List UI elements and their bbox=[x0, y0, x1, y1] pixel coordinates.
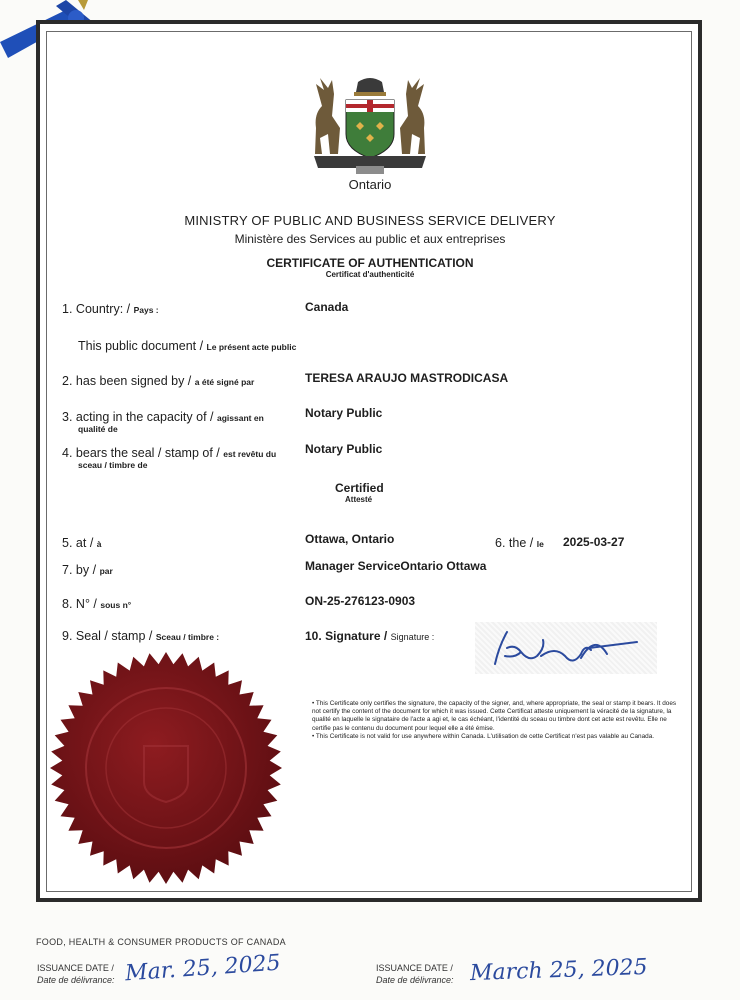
field-signed-by-label bbox=[62, 374, 254, 388]
field-number-value: ON-25-276123-0903 bbox=[305, 594, 416, 608]
issuance-right-label-fr: Date de délivrance: bbox=[376, 975, 454, 985]
certificate-title-fr: Certificat d'authenticité bbox=[325, 270, 415, 279]
field-number: 6. bbox=[495, 536, 506, 550]
field-number: 10. bbox=[305, 629, 322, 643]
disclaimer-text bbox=[312, 700, 682, 741]
footer-agency: FOOD, HEALTH & CONSUMER PRODUCTS OF CANADA bbox=[36, 937, 286, 947]
field-country-value: Canada bbox=[305, 300, 349, 314]
ministry-name-en: MINISTRY OF PUBLIC AND BUSINESS SERVICE DELIVERY bbox=[184, 213, 556, 228]
label-en: acting in the capacity of / bbox=[75, 410, 214, 424]
issuance-left-label-fr: Date de délivrance: bbox=[37, 975, 115, 985]
ministry-name-fr: Ministère des Services au public et aux entreprises bbox=[234, 232, 506, 246]
field-number: 7. bbox=[62, 563, 73, 577]
issuance-right-label-en: ISSUANCE DATE / bbox=[376, 963, 453, 973]
red-seal-stamp bbox=[48, 650, 284, 886]
field-date-value: 2025-03-27 bbox=[563, 535, 625, 549]
label-en: at / bbox=[75, 536, 94, 550]
label-fr: Signature : bbox=[390, 632, 435, 642]
field-signed-by-value: TERESA ARAUJO MASTRODICASA bbox=[305, 371, 509, 385]
label-en: Country: / bbox=[75, 302, 131, 316]
public-document-label bbox=[78, 339, 296, 353]
field-by-label bbox=[62, 563, 113, 577]
label-fr: est revêtu du bbox=[223, 449, 277, 459]
label-en: by / bbox=[75, 563, 97, 577]
label-en: bears the seal / stamp of / bbox=[75, 446, 220, 460]
label-en: This public document / bbox=[78, 339, 204, 353]
field-date-label bbox=[495, 536, 544, 550]
field-number: 4. bbox=[62, 446, 73, 460]
field-capacity-value: Notary Public bbox=[305, 406, 383, 420]
label-en: has been signed by / bbox=[75, 374, 192, 388]
logo-text: Ontario bbox=[348, 177, 392, 192]
field-country-label bbox=[62, 302, 159, 316]
field-number-label bbox=[62, 597, 131, 611]
label-fr: le bbox=[536, 539, 544, 549]
field-seal-label-fr-cont: sceau / timbre de bbox=[78, 460, 148, 470]
issuance-left-handwritten-date: Mar. 25, 2025 bbox=[124, 950, 282, 987]
label-en: Signature / bbox=[325, 629, 388, 643]
issuance-left-label-en: ISSUANCE DATE / bbox=[37, 963, 114, 973]
field-number: 9. bbox=[62, 629, 73, 643]
label-en: N° / bbox=[75, 597, 97, 611]
field-capacity-label bbox=[62, 410, 264, 424]
field-at-label bbox=[62, 536, 102, 550]
field-by-value: Manager ServiceOntario Ottawa bbox=[305, 559, 487, 573]
label-fr: sous n° bbox=[100, 600, 132, 610]
handwritten-signature bbox=[485, 626, 650, 672]
field-number: 1. bbox=[62, 302, 73, 316]
label-fr: Sceau / timbre : bbox=[155, 632, 220, 642]
certified-label-fr: Attesté bbox=[345, 495, 373, 504]
field-signature-label bbox=[305, 629, 434, 643]
label-fr: par bbox=[99, 566, 113, 576]
field-number: 2. bbox=[62, 374, 73, 388]
label-fr: Pays : bbox=[133, 305, 159, 315]
label-fr: agissant en bbox=[217, 413, 264, 423]
field-number: 5. bbox=[62, 536, 73, 550]
field-capacity-label-fr-cont: qualité de bbox=[78, 424, 118, 434]
disclaimer-paragraph: • This Certificate only certifies the signature, the capacity of the signer, and, where appropriate, the seal or stamp it bears. It does not certify the content of the document for which it was issued. Cette Certificat atteste uniquement la véracité de la signature, la qualité en laquelle le signataire de l'acte a agi et, le cas échéant, l'identité du sceau ou timbre dont cet acte est revêtu. Elle ne certifie pas le contenu du document pour lequel elle a été émise. bbox=[312, 700, 677, 732]
issuance-right-handwritten-date: March 25, 2025 bbox=[469, 954, 649, 987]
field-at-value: Ottawa, Ontario bbox=[305, 532, 395, 546]
certificate-title-en: CERTIFICATE OF AUTHENTICATION bbox=[266, 256, 474, 270]
label-fr: a été signé par bbox=[194, 377, 255, 387]
label-en: Seal / stamp / bbox=[75, 629, 153, 643]
label-fr: Le présent acte public bbox=[206, 342, 297, 352]
field-seal-value: Notary Public bbox=[305, 442, 383, 456]
certified-label-en: Certified bbox=[335, 481, 384, 495]
disclaimer-paragraph: • This Certificate is not valid for use anywhere within Canada. L'utilisation de cette Certificat n'est pas valable au Canada. bbox=[312, 732, 655, 740]
field-seal-stamp-label bbox=[62, 629, 219, 643]
field-number: 3. bbox=[62, 410, 73, 424]
ontario-coat-of-arms-icon bbox=[310, 76, 430, 178]
field-seal-label bbox=[62, 446, 276, 460]
label-en: the / bbox=[508, 536, 534, 550]
field-number: 8. bbox=[62, 597, 73, 611]
label-fr: à bbox=[96, 539, 102, 549]
